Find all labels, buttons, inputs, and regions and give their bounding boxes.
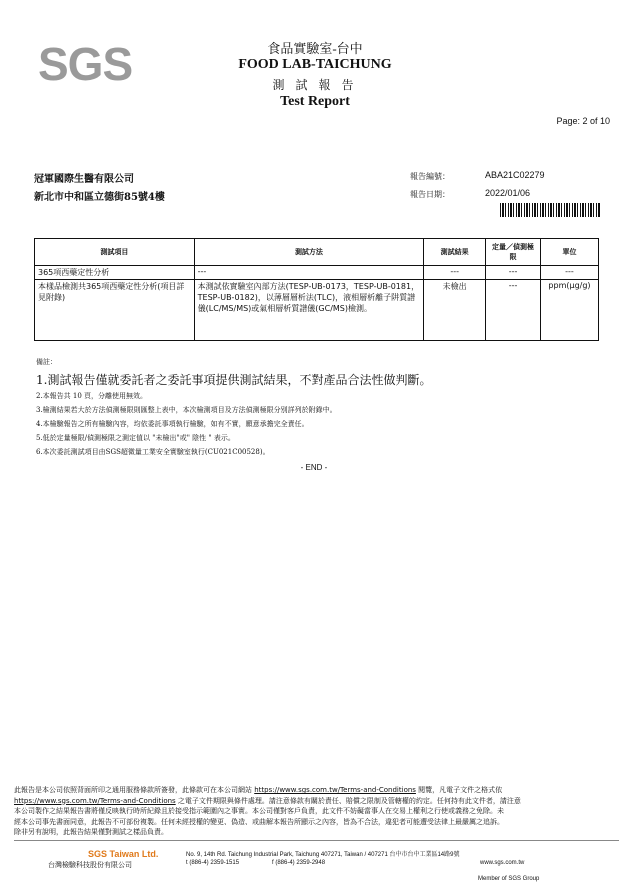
report-date-label: 報告日期： (410, 190, 450, 199)
report-number: ABA21C02279 (485, 170, 545, 180)
page-number: Page: 2 of 10 (556, 116, 610, 126)
cell-method: --- (194, 266, 424, 280)
client-address: 新北市中和區立德街85號4樓 (34, 192, 165, 203)
cell-item: 365項西藥定性分析 (35, 266, 195, 280)
report-title-zh: 測 試 報 告 (272, 78, 358, 92)
disclaimer-text: 閱覽，凡電子文件之格式依 (415, 786, 503, 794)
footer-company-en: SGS Taiwan Ltd. (88, 849, 159, 859)
disclaimer (14, 785, 619, 838)
client-name: 冠軍國際生醫有限公司 (34, 174, 134, 185)
notes-heading: 備註： (36, 358, 57, 366)
footer-company-zh: 台灣檢驗科技股份有限公司 (48, 861, 132, 869)
end-marker: - END - (300, 463, 328, 472)
disclaimer-text: 之電子文件期限與條件處理。請注意條款有關於責任、賠償之限制及管轄權的約定。任何持有此文件者，請注意 (175, 796, 521, 805)
lab-title-en: FOOD LAB-TAICHUNG (238, 57, 392, 72)
results-table (34, 238, 599, 341)
footer-fax: f (886-4) 2359-2948 (272, 860, 326, 866)
header-test-method: 測試方法 (194, 239, 424, 266)
header-test-item: 測試項目 (35, 239, 195, 266)
lab-title-zh: 食品實驗室-台中 (267, 41, 363, 56)
table-row (35, 266, 599, 280)
barcode (500, 203, 600, 217)
cell-item: 本樣品檢測共365項西藥定性分析(項目詳見附錄) (35, 280, 195, 341)
header-unit: 單位 (540, 239, 598, 266)
cell-unit: ppm(μg/g) (540, 280, 598, 341)
note-item: 3.檢測結果若大於方法偵測極限則匯整上表中，本次檢測項目及方法偵測極限分別詳列於附錄中。 (36, 406, 337, 414)
disclaimer-text: 經本公司事先書面同意，此報告不可部份複製。任何未經授權的變更、偽造、或曲解本報告所顯示之內容，皆為不合法，違犯者可能遭受法律上最嚴厲之追訴。 (14, 817, 504, 826)
cell-result: 未檢出 (424, 280, 486, 341)
sgs-logo: SGS (38, 38, 133, 90)
report-title-en: Test Report (280, 94, 350, 109)
terms-link[interactable]: https://www.sgs.com.tw/Terms-and-Conditions (14, 796, 176, 805)
footer-address: No. 9, 14th Rd. Taichung Industrial Park, Taichung 407271, Taiwan / 407271 台中市台中工業區14路9號 (186, 852, 460, 858)
cell-limit: --- (486, 280, 541, 341)
report-date: 2022/01/06 (485, 188, 531, 198)
terms-link[interactable]: https://www.sgs.com.tw/Terms-and-Conditions (254, 786, 416, 794)
report-number-label: 報告編號： (410, 172, 450, 181)
disclaimer-text: 除非另有說明，此報告結果僅對測試之樣品負責。 (14, 828, 168, 836)
header-limit: 定量／偵測極限 (486, 239, 541, 266)
note-item: 1.測試報告僅就委託者之委託事項提供測試結果，不對產品合法性做判斷。 (36, 373, 432, 387)
table-row (35, 280, 599, 341)
note-item: 2.本報告共 10 頁，分離使用無效。 (36, 392, 148, 400)
disclaimer-text: 本公司製作之結果報告書將僅反映執行時所紀錄且於接受指示範圍內之事實。本公司僅對客戶負責，此文件不妨礙當事人在交易上權利之行使或義務之免除。未 (14, 807, 504, 815)
cell-result: --- (424, 266, 486, 280)
note-item: 4.本檢驗報告之所有檢驗內容，均依委託事項執行檢驗，如有不實，願意承擔完全責任。 (36, 420, 309, 428)
note-item: 5.低於定量極限/偵測極限之測定值以 "未檢出"或" 陰性 " 表示。 (36, 434, 235, 442)
cell-method: 本測試依實驗室內部方法(TESP-UB-0173，TESP-UB-0181，TESP-UB-0182)，以薄層層析法(TLC)，液相層析離子阱質譜儀(LC/MS/MS)或氣相層析質譜儀(GC/MS)檢測。 (194, 280, 424, 341)
footer-member: Member of SGS Group (478, 876, 540, 882)
cell-unit: --- (540, 266, 598, 280)
table-header-row (35, 239, 599, 266)
cell-limit: --- (486, 266, 541, 280)
footer-website[interactable]: www.sgs.com.tw (480, 860, 525, 866)
footer-divider (14, 840, 619, 841)
disclaimer-text: 此報告是本公司依照背面所印之通用服務條款所簽發，此條款可在本公司網站 (14, 786, 255, 794)
note-item: 6.本次委託測試項目由SGS超微量工業安全實驗室執行(CU021C00528)。 (36, 448, 270, 456)
header-test-result: 測試結果 (424, 239, 486, 266)
footer-tel: t (886-4) 2359-1515 (186, 860, 240, 866)
